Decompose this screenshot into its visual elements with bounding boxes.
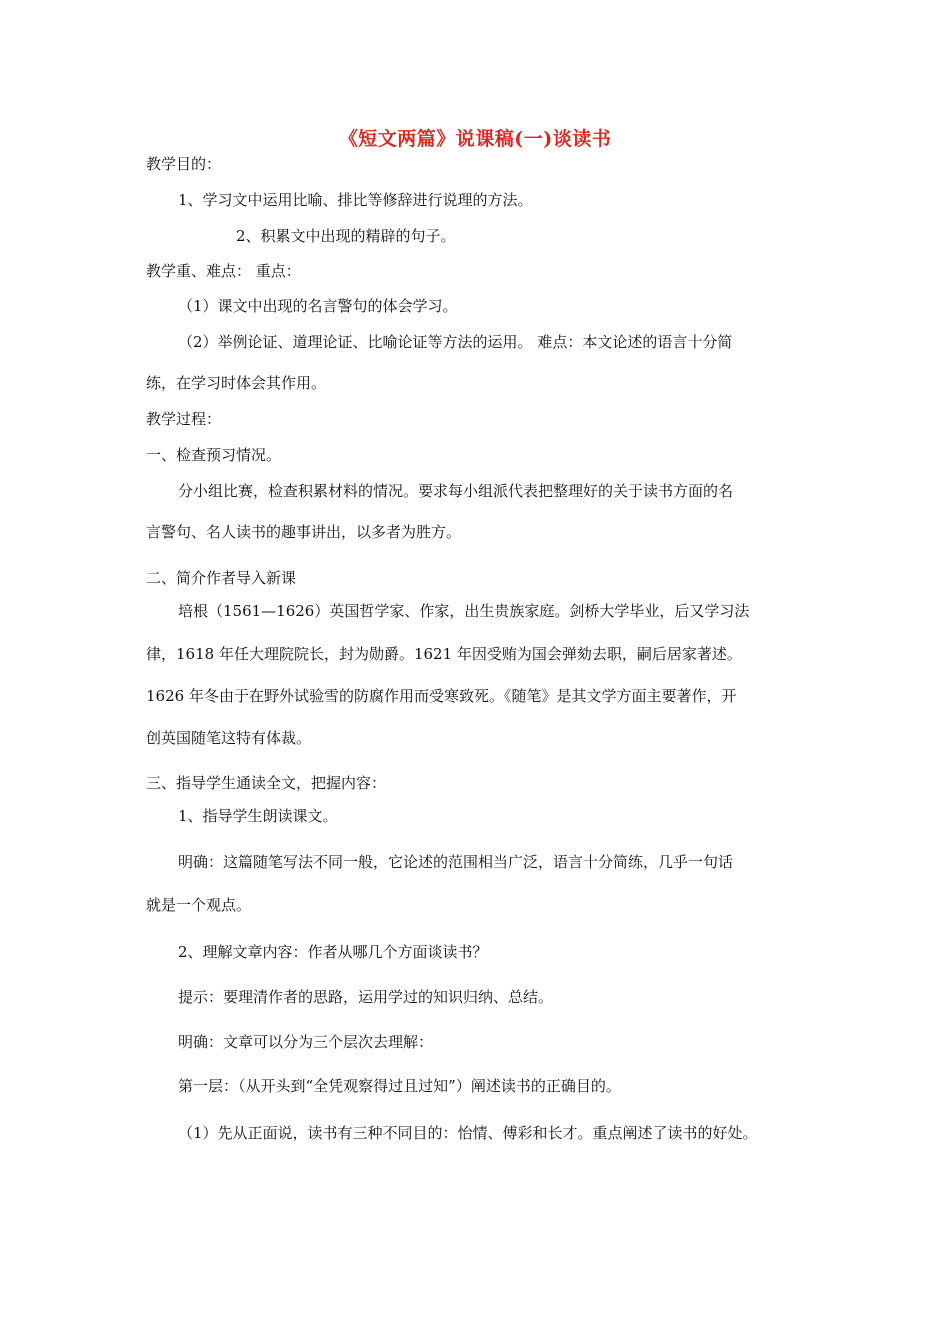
text-line: 练，在学习时体会其作用。 <box>146 374 327 392</box>
text-line: 言警句、名人读书的趣事讲出，以多者为胜方。 <box>146 523 462 541</box>
text-line: 分小组比赛，检查积累材料的情况。要求每小组派代表把整理好的关于读书方面的名 <box>178 482 734 500</box>
text-line: 提示：要理清作者的思路，运用学过的知识归纳、总结。 <box>178 988 554 1006</box>
document-title: 《短文两篇》说课稿(一)谈读书 <box>338 128 612 150</box>
text-line: 一、检查预习情况。 <box>146 446 282 464</box>
text-line: 第一层：（从开头到“全凭观察得过且过知”）阐述读书的正确目的。 <box>178 1077 621 1095</box>
text-line: 2、积累文中出现的精辟的句子。 <box>236 227 456 245</box>
text-line: 三、指导学生通读全文，把握内容： <box>146 774 387 792</box>
text-line: 1626 年冬由于在野外试验雪的防腐作用而受寒致死。《随笔》是其文学方面主要著作，开 <box>146 687 737 705</box>
text-line: 1、学习文中运用比喻、排比等修辞进行说理的方法。 <box>178 191 533 209</box>
text-line: 教学目的： <box>146 155 222 173</box>
text-line: 教学重、难点： 重点： <box>146 262 301 280</box>
text-line: 二、简介作者导入新课 <box>146 569 297 587</box>
text-line: 2、理解文章内容：作者从哪几个方面谈读书？ <box>178 943 488 961</box>
text-line: （2）举例论证、道理论证、比喻论证等方法的运用。 难点：本文论述的语言十分简 <box>178 333 733 351</box>
text-line: 创英国随笔这特有体裁。 <box>146 729 312 747</box>
text-line: 明确：文章可以分为三个层次去理解： <box>178 1033 434 1051</box>
text-line: 教学过程： <box>146 410 222 428</box>
text-line: 就是一个观点。 <box>146 896 252 914</box>
text-line: （1）课文中出现的名言警句的体会学习。 <box>178 297 458 315</box>
text-line: 培根（1561—1626）英国哲学家、作家，出生贵族家庭。剑桥大学毕业，后又学习法 <box>178 602 750 620</box>
text-line: （1）先从正面说，读书有三种不同目的：怡情、傅彩和长才。重点阐述了读书的好处。 <box>178 1124 758 1142</box>
text-line: 明确：这篇随笔写法不同一般，它论述的范围相当广泛，语言十分简练，几乎一句话 <box>178 853 734 871</box>
text-line: 1、指导学生朗读课文。 <box>178 807 338 825</box>
text-line: 律，1618 年任大理院院长，封为勋爵。1621 年因受贿为国会弹劾去职，嗣后居家著述。 <box>146 645 742 663</box>
